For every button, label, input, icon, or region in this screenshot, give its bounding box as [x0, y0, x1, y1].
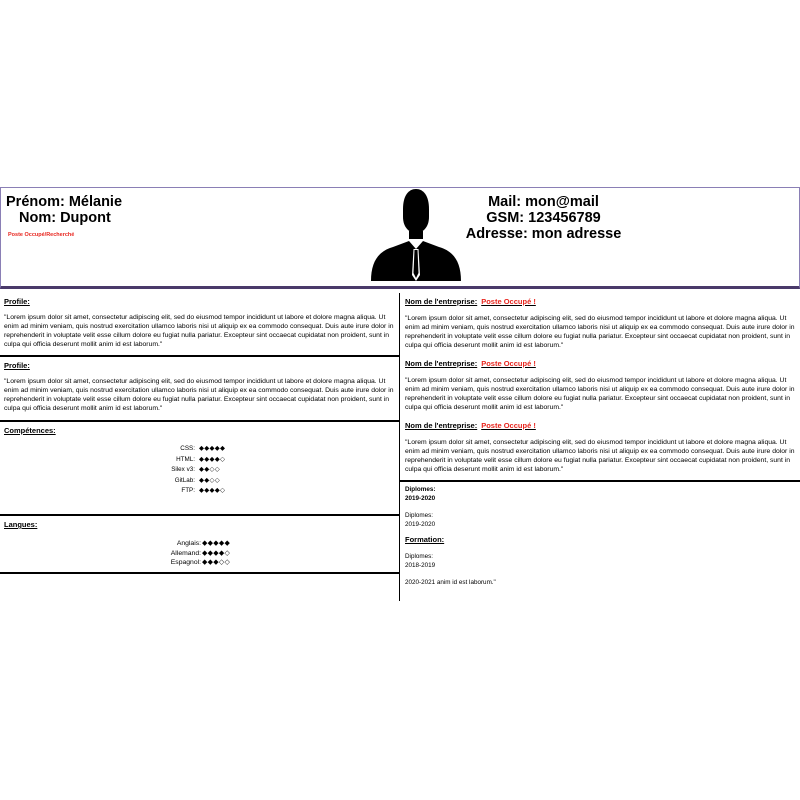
company-name: Nom de l'entreprise: — [405, 297, 478, 306]
company-title — [405, 359, 796, 368]
skill-row — [4, 486, 395, 497]
left-column — [0, 293, 399, 574]
language-label: Espagnol: — [170, 559, 201, 566]
avatar-icon — [369, 187, 463, 281]
profile-text: "Lorem ipsum dolor sit amet, consectetur adipiscing elit, sed do eiusmod tempor incididunt ut labore et dolore magna aliqua. Ut enim ad minim veniam, quis nostrud exercitation ullamco laboris nisi ut aliquip ex ea commodo consequat. Duis aute irure dolor in reprehenderit in voluptate velit esse cillum dolore eu fugiat nulla pariatur. Excepteur sint occaecat cupidatat non proident, sunt in culpa qui officia deserunt mollit anim id est laborum." — [4, 378, 394, 412]
position: Poste Occupé ! — [481, 421, 536, 430]
skill-rating: ◆◆◇◇ — [199, 476, 220, 484]
last-name: Nom: Dupont — [19, 210, 111, 226]
cv-body — [0, 289, 800, 602]
formation-note: 2020-2021 anim id est laborum." — [405, 579, 496, 586]
profile-section-1 — [0, 293, 399, 357]
profile-text: "Lorem ipsum dolor sit amet, consectetur adipiscing elit, sed do eiusmod tempor incididunt ut labore et dolore magna aliqua. Ut enim ad minim veniam, quis nostrud exercitation ullamco laboris nisi ut aliquip ex ea commodo consequat. Duis aute irure dolor in reprehenderit in voluptate velit esse cillum dolore eu fugiat nulla pariatur. Excepteur sint occaecat cupidatat non proident, sunt in culpa qui officia deserunt mollit anim id est laborum." — [4, 314, 394, 348]
profile-title: Profile: — [4, 297, 30, 306]
first-name: Prénom: Mélanie — [6, 194, 123, 210]
formation-title: Formation: — [405, 535, 445, 544]
language-label: Anglais: — [176, 540, 201, 547]
company-title — [405, 421, 796, 430]
formation-label: Diplomes: — [405, 553, 433, 560]
company-name: Nom de l'entreprise: — [405, 421, 478, 430]
languages-section — [0, 516, 399, 574]
skill-row — [4, 444, 395, 455]
company-name: Nom de l'entreprise: — [405, 359, 478, 368]
gsm: GSM: 123456789 — [486, 210, 601, 226]
experience-text: "Lorem ipsum dolor sit amet, consectetur adipiscing elit, sed do eiusmod tempor incididunt ut labore et dolore magna aliqua. Ut enim ad minim veniam, quis nostrud exercitation ullamco laboris nisi ut aliquip ex ea commodo consequat. Duis aute irure dolor in reprehenderit in voluptate velit esse cillum dolore eu fugiat nulla pariatur. Excepteur sint occaecat cupidatat non proident, sunt in culpa qui officia deserunt mollit anim id est laborum." — [405, 315, 795, 349]
position: Poste Occupé ! — [481, 359, 536, 368]
skill-row — [4, 476, 395, 487]
mail: Mail: mon@mail — [488, 194, 599, 210]
skills-title: Compétences: — [4, 426, 56, 435]
skill-row — [4, 465, 395, 476]
skill-label: HTML: — [176, 455, 195, 463]
right-column — [399, 293, 800, 601]
diplomas-title: Diplomes: — [405, 486, 436, 493]
skill-label: Silex v3: — [171, 466, 195, 473]
experience-section — [400, 293, 800, 482]
experience-item — [405, 359, 796, 421]
language-rating: ◆◆◆◇◇ — [202, 559, 231, 566]
languages-list — [4, 539, 395, 568]
address: Adresse: mon adresse — [465, 226, 622, 242]
language-row — [4, 558, 395, 568]
education-section — [400, 482, 800, 588]
skill-label: CSS: — [180, 445, 195, 452]
skill-row — [4, 455, 395, 466]
experience-text: "Lorem ipsum dolor sit amet, consectetur adipiscing elit, sed do eiusmod tempor incididunt ut labore et dolore magna aliqua. Ut enim ad minim veniam, quis nostrud exercitation ullamco laboris nisi ut aliquip ex ea commodo consequat. Duis aute irure dolor in reprehenderit in voluptate velit esse cillum dolore eu fugiat nulla pariatur. Excepteur sint occaecat cupidatat non proident, sunt in culpa qui officia deserunt mollit anim id est laborum." — [405, 377, 795, 411]
profile-section-2 — [0, 357, 399, 422]
cv-header — [0, 187, 800, 289]
skills-list — [4, 444, 395, 497]
language-label: Allemand: — [170, 549, 201, 557]
language-rating: ◆◆◆◆◆ — [202, 540, 231, 547]
identity-block — [6, 194, 122, 238]
skill-rating: ◆◆◆◆◇ — [199, 455, 226, 463]
skill-label: GitLab: — [174, 476, 195, 484]
language-row — [4, 539, 395, 549]
skills-section — [0, 422, 399, 516]
position: Poste Occupé ! — [481, 297, 536, 306]
diploma-label: Diplomes: — [405, 512, 433, 519]
skill-rating: ◆◆◆◆◇ — [199, 487, 226, 494]
experience-text: "Lorem ipsum dolor sit amet, consectetur adipiscing elit, sed do eiusmod tempor incididunt ut labore et dolore magna aliqua. Ut enim ad minim veniam, quis nostrud exercitation ullamco laboris nisi ut aliquip ex ea commodo consequat. Duis aute irure dolor in reprehenderit in voluptate velit esse cillum dolore eu fugiat nulla pariatur. Excepteur sint occaecat cupidatat non proident, sunt in culpa qui officia deserunt mollit anim id est laborum." — [405, 439, 795, 473]
skill-rating: ◆◆◆◆◆ — [199, 445, 226, 452]
skill-rating: ◆◆◇◇ — [199, 466, 220, 473]
diploma-year: 2019-2020 — [405, 520, 436, 528]
cv-sheet — [0, 187, 800, 602]
languages-title: Langues: — [4, 520, 38, 529]
job-title: Poste Occupé/Recherché — [8, 232, 75, 238]
diplomas-year: 2019-2020 — [405, 494, 436, 502]
experience-item — [405, 297, 796, 359]
formation-year: 2018-2019 — [405, 561, 436, 569]
language-row — [4, 549, 395, 559]
contact-block — [456, 194, 631, 242]
experience-item — [405, 421, 796, 474]
profile-title: Profile: — [4, 361, 30, 370]
company-title — [405, 297, 796, 306]
skill-label: FTP: — [181, 487, 195, 494]
language-rating: ◆◆◆◆◇ — [202, 549, 231, 557]
